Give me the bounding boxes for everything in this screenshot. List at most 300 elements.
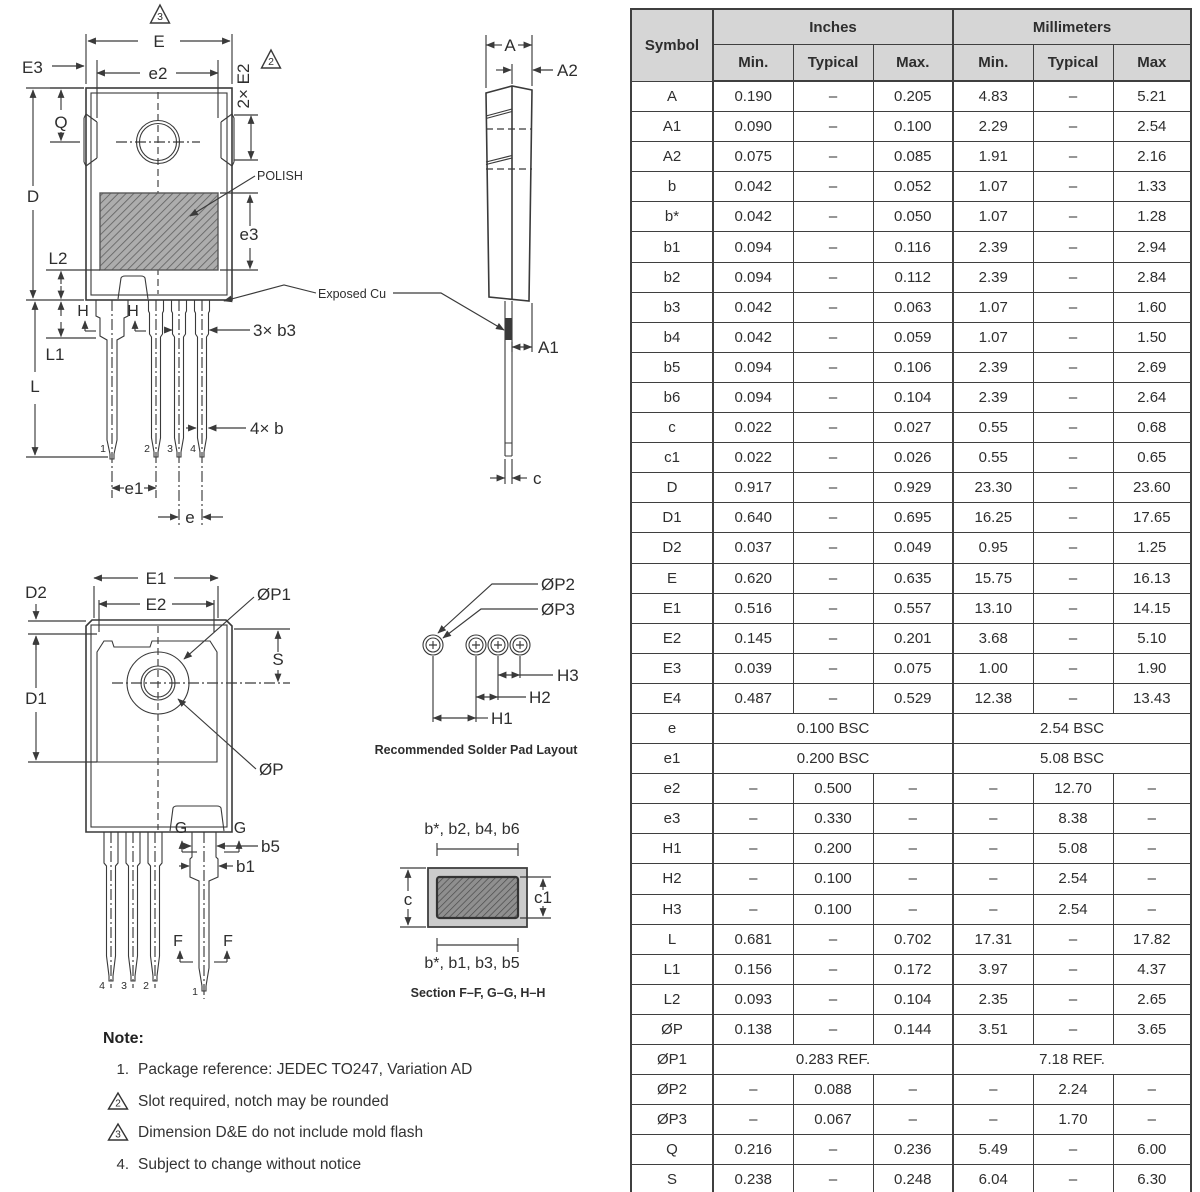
- value-cell: –: [1033, 503, 1113, 533]
- table-row: [631, 413, 1191, 443]
- value-cell: 0.201: [873, 623, 953, 653]
- value-cell: 1.07: [953, 292, 1033, 322]
- symbol-cell: b4: [631, 322, 713, 352]
- value-cell: 0.052: [873, 172, 953, 202]
- dim-D1: D1: [25, 689, 47, 708]
- value-cell: 1.07: [953, 202, 1033, 232]
- value-cell: 3.97: [953, 954, 1033, 984]
- value-cell: 0.094: [713, 382, 793, 412]
- notes-section: [103, 1030, 563, 1186]
- value-cell: 0.190: [713, 81, 793, 112]
- value-cell: 1.50: [1113, 322, 1191, 352]
- value-cell: –: [793, 382, 873, 412]
- value-cell: –: [1033, 382, 1113, 412]
- value-cell: –: [873, 834, 953, 864]
- value-cell: –: [793, 81, 873, 112]
- triangle-note-icon: [103, 1092, 129, 1111]
- value-cell: –: [1033, 81, 1113, 112]
- value-cell: 5.10: [1113, 623, 1191, 653]
- side-view-drawing: [486, 35, 578, 488]
- triangle-note-icon: [103, 1123, 129, 1142]
- pin-number: 3: [167, 443, 173, 455]
- section-F-label: F: [173, 933, 183, 950]
- dim-D: D: [26, 187, 40, 206]
- value-cell: –: [1033, 563, 1113, 593]
- value-cell: 1.28: [1113, 202, 1191, 232]
- value-cell: 1.91: [953, 142, 1033, 172]
- value-cell: –: [1033, 683, 1113, 713]
- value-cell: –: [793, 984, 873, 1014]
- value-cell-span-mm: 7.18 REF.: [953, 1045, 1191, 1075]
- value-cell: –: [793, 1165, 873, 1192]
- value-cell: –: [873, 804, 953, 834]
- value-cell: 0.205: [873, 81, 953, 112]
- value-cell: 0.094: [713, 232, 793, 262]
- value-cell: –: [1033, 924, 1113, 954]
- value-cell: –: [1113, 894, 1191, 924]
- table-row: [631, 352, 1191, 382]
- table-row: [631, 262, 1191, 292]
- value-cell: –: [1033, 473, 1113, 503]
- table-row: [631, 744, 1191, 774]
- symbol-cell: E: [631, 563, 713, 593]
- dim-e2: e2: [148, 64, 168, 83]
- value-cell: 0.085: [873, 142, 953, 172]
- value-cell: 4.37: [1113, 954, 1191, 984]
- value-cell: –: [793, 623, 873, 653]
- value-cell: 2.54: [1113, 112, 1191, 142]
- pin-number: 4: [99, 980, 105, 992]
- table-row: [631, 112, 1191, 142]
- value-cell: 0.695: [873, 503, 953, 533]
- dim-E3: E3: [22, 58, 43, 77]
- exposed-cu-label: Exposed Cu: [318, 287, 387, 301]
- value-cell: –: [1113, 1105, 1191, 1135]
- value-cell: –: [713, 834, 793, 864]
- value-cell: 0.55: [953, 443, 1033, 473]
- value-cell: –: [1113, 804, 1191, 834]
- table-row: [631, 653, 1191, 683]
- value-cell: 0.100: [793, 894, 873, 924]
- value-cell: –: [793, 1135, 873, 1165]
- value-cell: 1.00: [953, 653, 1033, 683]
- value-cell: 2.16: [1113, 142, 1191, 172]
- table-row: [631, 593, 1191, 623]
- value-cell: 0.104: [873, 984, 953, 1014]
- value-cell: 12.38: [953, 683, 1033, 713]
- table-row: [631, 1045, 1191, 1075]
- value-cell: –: [1033, 954, 1113, 984]
- value-cell: 0.68: [1113, 413, 1191, 443]
- value-cell: –: [793, 653, 873, 683]
- value-cell: 16.25: [953, 503, 1033, 533]
- solder-pad-layout-drawing: [375, 575, 579, 757]
- table-row: [631, 172, 1191, 202]
- value-cell: 0.635: [873, 563, 953, 593]
- dim-H2: H2: [529, 688, 551, 707]
- value-cell: –: [1033, 623, 1113, 653]
- dim-e1: e1: [124, 479, 144, 498]
- value-cell: 0.95: [953, 533, 1033, 563]
- dim-4xb: 4× b: [250, 419, 284, 438]
- value-cell: 0.094: [713, 262, 793, 292]
- value-cell: 0.026: [873, 443, 953, 473]
- front-view-drawing: [22, 5, 504, 528]
- value-cell: –: [713, 804, 793, 834]
- value-cell: 0.172: [873, 954, 953, 984]
- value-cell: –: [953, 834, 1033, 864]
- table-row: [631, 382, 1191, 412]
- value-cell: 0.075: [873, 653, 953, 683]
- value-cell: –: [713, 774, 793, 804]
- symbol-cell: H3: [631, 894, 713, 924]
- value-cell: 0.042: [713, 292, 793, 322]
- value-cell: 1.07: [953, 322, 1033, 352]
- symbol-cell: E1: [631, 593, 713, 623]
- value-cell: –: [873, 1105, 953, 1135]
- dim-c: c: [533, 469, 542, 488]
- col-header-min-in: Min.: [713, 45, 793, 82]
- table-row: [631, 864, 1191, 894]
- dim-H3: H3: [557, 666, 579, 685]
- value-cell: 2.54: [1033, 894, 1113, 924]
- triangle-note-2-icon: [262, 50, 281, 68]
- value-cell: –: [1033, 202, 1113, 232]
- section-F-label: F: [223, 933, 233, 950]
- value-cell: 0.042: [713, 172, 793, 202]
- value-cell: –: [953, 894, 1033, 924]
- value-cell: 0.112: [873, 262, 953, 292]
- table-row: [631, 894, 1191, 924]
- value-cell: 2.64: [1113, 382, 1191, 412]
- value-cell: 0.104: [873, 382, 953, 412]
- value-cell: –: [1033, 322, 1113, 352]
- note-item: [103, 1123, 563, 1142]
- value-cell: –: [953, 864, 1033, 894]
- triangle-note-3-icon: [151, 5, 170, 23]
- value-cell: –: [793, 503, 873, 533]
- dim-b1: b1: [236, 857, 255, 876]
- value-cell: 0.063: [873, 292, 953, 322]
- dim-3xb3: 3× b3: [253, 321, 297, 340]
- pin-number: 3: [121, 980, 127, 992]
- symbol-cell: A: [631, 81, 713, 112]
- symbol-cell: b*: [631, 202, 713, 232]
- svg-text:3: 3: [115, 1129, 121, 1141]
- value-cell: 3.68: [953, 623, 1033, 653]
- table-row: [631, 1135, 1191, 1165]
- value-cell-span-inches: 0.283 REF.: [713, 1045, 953, 1075]
- value-cell: 2.39: [953, 352, 1033, 382]
- note-item: [103, 1060, 563, 1079]
- col-header-symbol: Symbol: [631, 9, 713, 81]
- value-cell: –: [1033, 112, 1113, 142]
- value-cell: –: [793, 683, 873, 713]
- dim-b5: b5: [261, 837, 280, 856]
- notes-list: [103, 1060, 563, 1174]
- value-cell: 1.90: [1113, 653, 1191, 683]
- symbol-cell: ØP3: [631, 1105, 713, 1135]
- symbol-cell: L: [631, 924, 713, 954]
- table-row: [631, 1014, 1191, 1044]
- section-G-label: G: [233, 820, 247, 837]
- value-cell: –: [953, 774, 1033, 804]
- section-H-label: H: [127, 303, 139, 320]
- value-cell: –: [1033, 443, 1113, 473]
- value-cell: 0.529: [873, 683, 953, 713]
- value-cell: 0.039: [713, 653, 793, 683]
- value-cell: 17.31: [953, 924, 1033, 954]
- value-cell: 14.15: [1113, 593, 1191, 623]
- dim-2xE2: 2× E2: [234, 63, 253, 109]
- value-cell: 17.82: [1113, 924, 1191, 954]
- value-cell: –: [1113, 834, 1191, 864]
- value-cell: 6.04: [953, 1165, 1033, 1192]
- dim-c-section: c: [403, 890, 413, 909]
- symbol-cell: ØP: [631, 1014, 713, 1044]
- note-item: [103, 1092, 563, 1111]
- note-text: Package reference: JEDEC TO247, Variation AD: [138, 1061, 473, 1078]
- value-cell: 15.75: [953, 563, 1033, 593]
- dim-OP2: ØP2: [541, 575, 576, 594]
- section-caption: Section F–F, G–G, H–H: [410, 986, 546, 1000]
- value-cell: –: [1033, 352, 1113, 382]
- symbol-cell: b3: [631, 292, 713, 322]
- symbol-cell: A2: [631, 142, 713, 172]
- dim-L: L: [30, 377, 40, 396]
- section-H-label: H: [77, 303, 89, 320]
- symbol-cell: D1: [631, 503, 713, 533]
- value-cell: 0.238: [713, 1165, 793, 1192]
- value-cell: –: [873, 864, 953, 894]
- dimension-table: [630, 8, 1192, 1192]
- value-cell: 0.557: [873, 593, 953, 623]
- symbol-cell: Q: [631, 1135, 713, 1165]
- symbol-cell: b1: [631, 232, 713, 262]
- value-cell-span-mm: 2.54 BSC: [953, 713, 1191, 743]
- note-item: [103, 1155, 563, 1174]
- polish-label: POLISH: [257, 169, 303, 183]
- value-cell: –: [1033, 413, 1113, 443]
- symbol-cell: D2: [631, 533, 713, 563]
- note-number: 1.: [116, 1061, 129, 1078]
- table-row: [631, 322, 1191, 352]
- symbol-cell: e1: [631, 744, 713, 774]
- table-row: [631, 563, 1191, 593]
- value-cell: 0.620: [713, 563, 793, 593]
- value-cell: –: [1033, 142, 1113, 172]
- pin-number: 2: [144, 443, 150, 455]
- symbol-cell: e: [631, 713, 713, 743]
- dimension-table-body: [631, 81, 1191, 1192]
- pad-layout-caption: Recommended Solder Pad Layout: [374, 743, 578, 757]
- value-cell: 2.94: [1113, 232, 1191, 262]
- table-row: [631, 202, 1191, 232]
- value-cell: 0.200: [793, 834, 873, 864]
- table-row: [631, 924, 1191, 954]
- symbol-cell: E2: [631, 623, 713, 653]
- exposed-cu-segment: [506, 318, 513, 340]
- col-group-inches: Inches: [713, 9, 953, 45]
- pin-number: 1: [192, 986, 198, 998]
- col-header-max-in: Max.: [873, 45, 953, 82]
- value-cell: –: [793, 352, 873, 382]
- polish-area: [100, 193, 218, 270]
- value-cell: –: [793, 202, 873, 232]
- table-row: [631, 954, 1191, 984]
- value-cell: –: [1033, 533, 1113, 563]
- symbol-cell: E3: [631, 653, 713, 683]
- value-cell: –: [1113, 774, 1191, 804]
- value-cell: 8.38: [1033, 804, 1113, 834]
- symbol-cell: b2: [631, 262, 713, 292]
- value-cell: 0.022: [713, 443, 793, 473]
- value-cell: –: [793, 533, 873, 563]
- dim-S: S: [272, 650, 284, 669]
- dim-L1: L1: [45, 345, 65, 364]
- value-cell: –: [1033, 292, 1113, 322]
- value-cell: 16.13: [1113, 563, 1191, 593]
- value-cell: 23.60: [1113, 473, 1191, 503]
- table-row: [631, 292, 1191, 322]
- symbol-cell: E4: [631, 683, 713, 713]
- value-cell: 0.236: [873, 1135, 953, 1165]
- value-cell: –: [793, 172, 873, 202]
- value-cell: 0.55: [953, 413, 1033, 443]
- symbol-cell: ØP2: [631, 1075, 713, 1105]
- dim-L2: L2: [48, 249, 68, 268]
- pin-number: 4: [190, 443, 196, 455]
- value-cell: 0.067: [793, 1105, 873, 1135]
- table-row: [631, 984, 1191, 1014]
- value-cell: 0.65: [1113, 443, 1191, 473]
- value-cell: 2.84: [1113, 262, 1191, 292]
- symbol-cell: b: [631, 172, 713, 202]
- section-G-label: G: [174, 820, 188, 837]
- symbol-cell: ØP1: [631, 1045, 713, 1075]
- table-row: [631, 503, 1191, 533]
- dim-e: e: [185, 508, 195, 527]
- value-cell: –: [1033, 232, 1113, 262]
- dim-H1: H1: [491, 709, 513, 728]
- dim-c1-section: c1: [534, 888, 552, 907]
- value-cell: 0.330: [793, 804, 873, 834]
- table-row: [631, 804, 1191, 834]
- value-cell: 0.248: [873, 1165, 953, 1192]
- value-cell: 0.917: [713, 473, 793, 503]
- value-cell: 2.39: [953, 262, 1033, 292]
- value-cell: –: [793, 593, 873, 623]
- dim-e3: e3: [239, 225, 259, 244]
- value-cell-span-inches: 0.100 BSC: [713, 713, 953, 743]
- value-cell: 5.21: [1113, 81, 1191, 112]
- dim-OP: ØP: [259, 760, 284, 779]
- value-cell: 0.088: [793, 1075, 873, 1105]
- value-cell: –: [713, 894, 793, 924]
- value-cell: 0.116: [873, 232, 953, 262]
- value-cell: 0.075: [713, 142, 793, 172]
- value-cell: 13.10: [953, 593, 1033, 623]
- dim-E: E: [153, 32, 165, 51]
- value-cell: 0.059: [873, 322, 953, 352]
- symbol-cell: c: [631, 413, 713, 443]
- dim-A2: A2: [557, 61, 578, 80]
- value-cell: 13.43: [1113, 683, 1191, 713]
- value-cell: 1.25: [1113, 533, 1191, 563]
- value-cell: –: [793, 954, 873, 984]
- table-row: [631, 1165, 1191, 1192]
- section-top-label: b*, b2, b4, b6: [424, 821, 520, 838]
- svg-text:2: 2: [268, 56, 274, 68]
- value-cell: 0.100: [873, 112, 953, 142]
- value-cell: 2.29: [953, 112, 1033, 142]
- table-row: [631, 623, 1191, 653]
- solder-pads: [423, 635, 530, 655]
- symbol-cell: H1: [631, 834, 713, 864]
- value-cell: 2.39: [953, 382, 1033, 412]
- lead-cross-section-inner: [437, 877, 518, 918]
- value-cell: –: [1113, 864, 1191, 894]
- value-cell: 2.65: [1113, 984, 1191, 1014]
- value-cell: 0.093: [713, 984, 793, 1014]
- value-cell: –: [1033, 593, 1113, 623]
- value-cell: –: [1033, 262, 1113, 292]
- value-cell: 0.144: [873, 1014, 953, 1044]
- value-cell: –: [1033, 1135, 1113, 1165]
- value-cell: –: [713, 1075, 793, 1105]
- value-cell: 0.138: [713, 1014, 793, 1044]
- table-row: [631, 142, 1191, 172]
- table-header-row: [631, 9, 1191, 45]
- notes-title: Note:: [103, 1030, 144, 1047]
- dim-D2: D2: [25, 583, 47, 602]
- value-cell: 0.022: [713, 413, 793, 443]
- value-cell: –: [793, 1014, 873, 1044]
- symbol-cell: A1: [631, 112, 713, 142]
- value-cell: –: [953, 1075, 1033, 1105]
- value-cell: –: [793, 232, 873, 262]
- symbol-cell: c1: [631, 443, 713, 473]
- value-cell: –: [793, 262, 873, 292]
- value-cell: 1.33: [1113, 172, 1191, 202]
- value-cell: –: [873, 774, 953, 804]
- value-cell: 0.516: [713, 593, 793, 623]
- value-cell: –: [793, 473, 873, 503]
- symbol-cell: b6: [631, 382, 713, 412]
- value-cell: 0.702: [873, 924, 953, 954]
- value-cell: 1.70: [1033, 1105, 1113, 1135]
- dim-Q: Q: [54, 113, 68, 132]
- value-cell: 5.49: [953, 1135, 1033, 1165]
- value-cell: 0.929: [873, 473, 953, 503]
- value-cell-span-inches: 0.200 BSC: [713, 744, 953, 774]
- value-cell: 0.042: [713, 202, 793, 232]
- col-header-min-mm: Min.: [953, 45, 1033, 82]
- table-row: [631, 1105, 1191, 1135]
- symbol-cell: S: [631, 1165, 713, 1192]
- value-cell: –: [793, 112, 873, 142]
- value-cell: –: [713, 864, 793, 894]
- value-cell: 4.83: [953, 81, 1033, 112]
- value-cell: –: [793, 292, 873, 322]
- value-cell: 2.69: [1113, 352, 1191, 382]
- symbol-cell: e2: [631, 774, 713, 804]
- note-text: Slot required, notch may be rounded: [138, 1092, 389, 1110]
- svg-text:2: 2: [115, 1098, 121, 1109]
- value-cell: 0.487: [713, 683, 793, 713]
- value-cell: 17.65: [1113, 503, 1191, 533]
- symbol-cell: e3: [631, 804, 713, 834]
